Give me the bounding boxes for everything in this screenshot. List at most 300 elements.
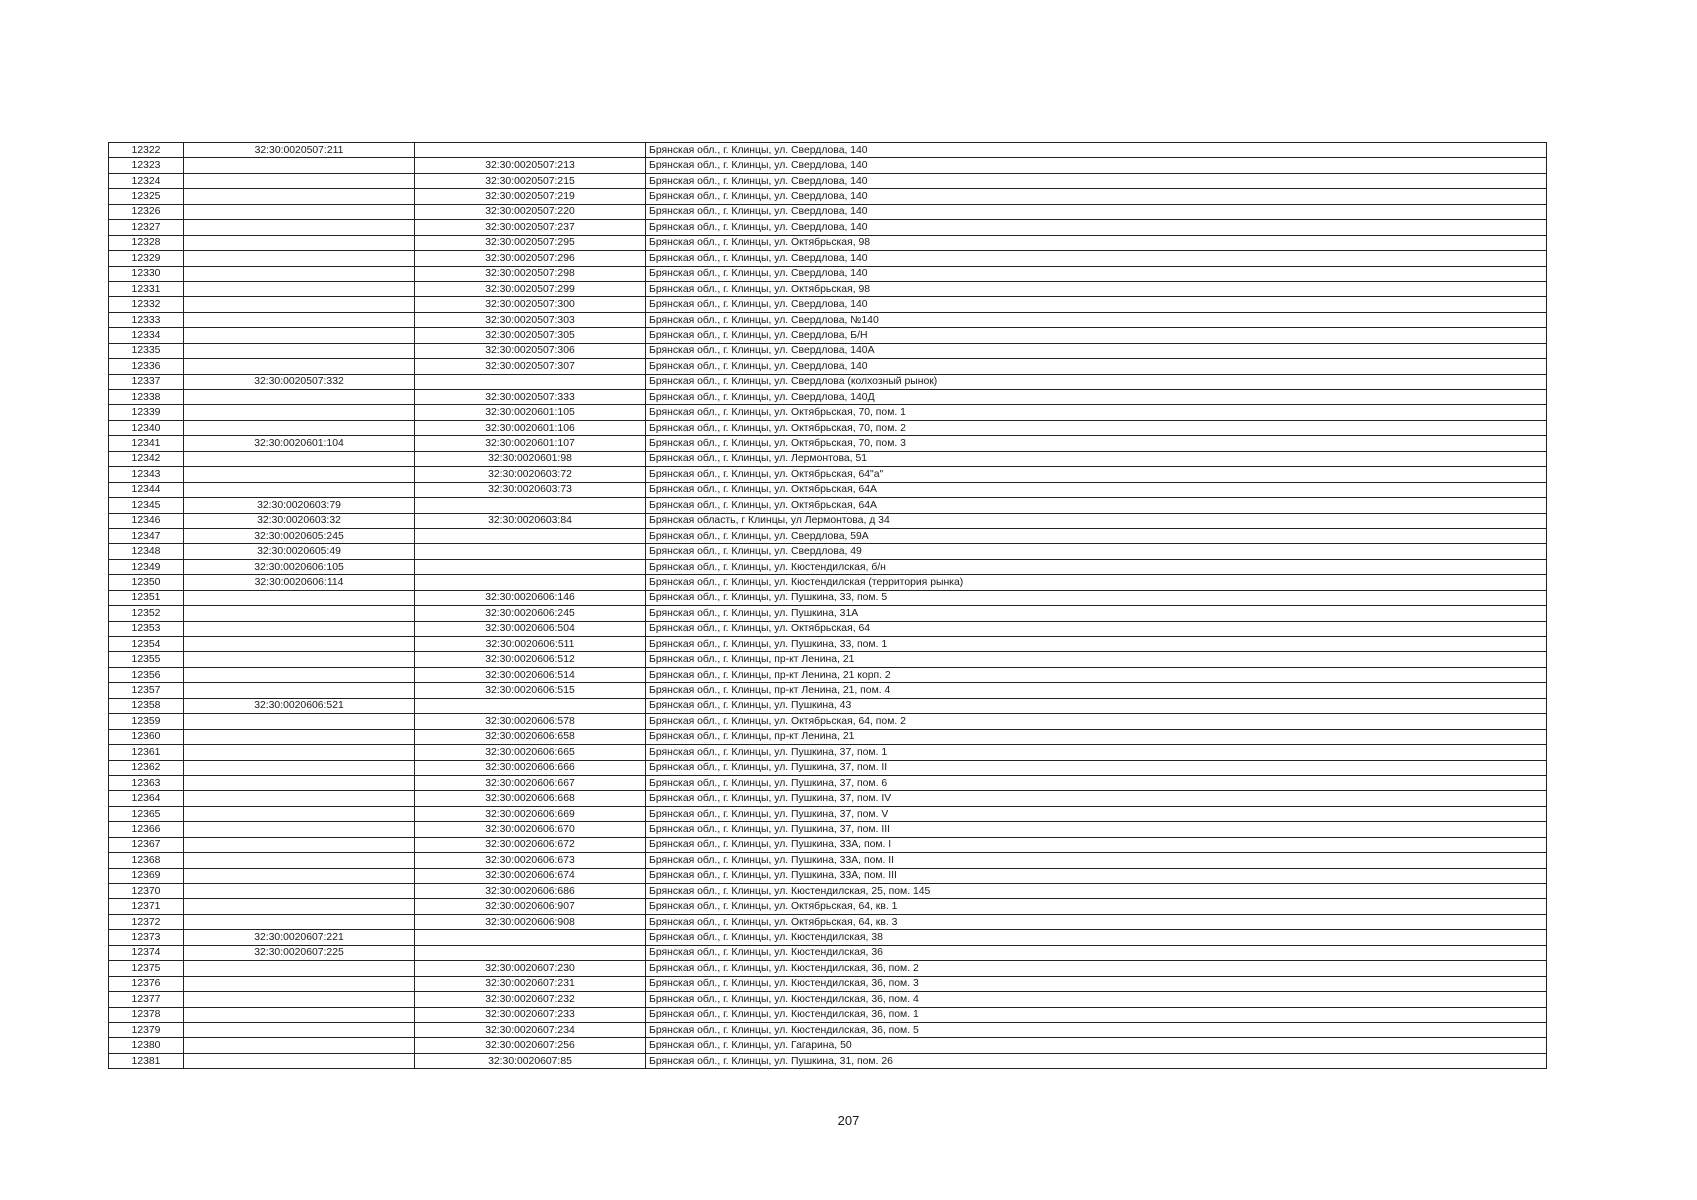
land-cadastral-number-cell xyxy=(184,822,415,837)
land-cadastral-number-cell xyxy=(184,884,415,899)
object-cadastral-number-cell xyxy=(415,498,646,513)
row-number-cell: 12377 xyxy=(109,992,184,1007)
address-cell: Брянская обл., г. Клинцы, ул. Октябрьская, 70, пом. 3 xyxy=(646,436,1547,451)
address-cell: Брянская обл., г. Клинцы, ул. Кюстендилская, 38 xyxy=(646,930,1547,945)
address-cell: Брянская обл., г. Клинцы, ул. Октябрьская, 70, пом. 1 xyxy=(646,405,1547,420)
table-row xyxy=(109,251,1547,266)
address-cell: Брянская обл., г. Клинцы, ул. Свердлова, 59А xyxy=(646,528,1547,543)
row-number-cell: 12374 xyxy=(109,945,184,960)
land-cadastral-number-cell xyxy=(184,1007,415,1022)
table-row xyxy=(109,328,1547,343)
row-number-cell: 12346 xyxy=(109,513,184,528)
address-cell: Брянская обл., г. Клинцы, пр-кт Ленина, 21 корп. 2 xyxy=(646,667,1547,682)
object-cadastral-number-cell: 32:30:0020507:237 xyxy=(415,220,646,235)
address-cell: Брянская обл., г. Клинцы, ул. Октябрьская, 64"а" xyxy=(646,467,1547,482)
table-row xyxy=(109,806,1547,821)
address-cell: Брянская обл., г. Клинцы, ул. Пушкина, 43 xyxy=(646,698,1547,713)
address-cell: Брянская обл., г. Клинцы, ул. Свердлова, 140 xyxy=(646,297,1547,312)
table-row xyxy=(109,266,1547,281)
row-number-cell: 12330 xyxy=(109,266,184,281)
land-cadastral-number-cell xyxy=(184,359,415,374)
land-cadastral-number-cell xyxy=(184,343,415,358)
table-row xyxy=(109,698,1547,713)
row-number-cell: 12356 xyxy=(109,667,184,682)
row-number-cell: 12332 xyxy=(109,297,184,312)
row-number-cell: 12365 xyxy=(109,806,184,821)
object-cadastral-number-cell: 32:30:0020606:504 xyxy=(415,621,646,636)
object-cadastral-number-cell xyxy=(415,143,646,158)
row-number-cell: 12350 xyxy=(109,575,184,590)
address-cell: Брянская область, г Клинцы, ул Лермонтова, д 34 xyxy=(646,513,1547,528)
address-cell: Брянская обл., г. Клинцы, ул. Свердлова, 49 xyxy=(646,544,1547,559)
row-number-cell: 12361 xyxy=(109,745,184,760)
object-cadastral-number-cell: 32:30:0020607:232 xyxy=(415,992,646,1007)
land-cadastral-number-cell xyxy=(184,961,415,976)
table-row xyxy=(109,853,1547,868)
object-cadastral-number-cell: 32:30:0020606:658 xyxy=(415,729,646,744)
address-cell: Брянская обл., г. Клинцы, ул. Пушкина, 33А, пом. I xyxy=(646,837,1547,852)
row-number-cell: 12373 xyxy=(109,930,184,945)
land-cadastral-number-cell xyxy=(184,837,415,852)
table-row xyxy=(109,559,1547,574)
row-number-cell: 12331 xyxy=(109,281,184,296)
row-number-cell: 12342 xyxy=(109,451,184,466)
table-row xyxy=(109,575,1547,590)
table-row xyxy=(109,374,1547,389)
land-cadastral-number-cell: 32:30:0020603:79 xyxy=(184,498,415,513)
table-row xyxy=(109,590,1547,605)
object-cadastral-number-cell: 32:30:0020507:307 xyxy=(415,359,646,374)
land-cadastral-number-cell xyxy=(184,390,415,405)
table-row xyxy=(109,652,1547,667)
land-cadastral-number-cell xyxy=(184,328,415,343)
object-cadastral-number-cell: 32:30:0020606:666 xyxy=(415,760,646,775)
address-cell: Брянская обл., г. Клинцы, пр-кт Ленина, 21, пом. 4 xyxy=(646,683,1547,698)
table-row xyxy=(109,822,1547,837)
address-cell: Брянская обл., г. Клинцы, ул. Октябрьская, 64А xyxy=(646,482,1547,497)
land-cadastral-number-cell xyxy=(184,405,415,420)
object-cadastral-number-cell: 32:30:0020606:670 xyxy=(415,822,646,837)
row-number-cell: 12354 xyxy=(109,637,184,652)
address-cell: Брянская обл., г. Клинцы, ул. Свердлова, №140 xyxy=(646,312,1547,327)
table-row xyxy=(109,683,1547,698)
land-cadastral-number-cell xyxy=(184,312,415,327)
land-cadastral-number-cell xyxy=(184,590,415,605)
land-cadastral-number-cell xyxy=(184,281,415,296)
table-row xyxy=(109,606,1547,621)
row-number-cell: 12340 xyxy=(109,420,184,435)
row-number-cell: 12370 xyxy=(109,884,184,899)
row-number-cell: 12363 xyxy=(109,775,184,790)
row-number-cell: 12364 xyxy=(109,791,184,806)
object-cadastral-number-cell: 32:30:0020603:84 xyxy=(415,513,646,528)
row-number-cell: 12352 xyxy=(109,606,184,621)
table-row xyxy=(109,204,1547,219)
object-cadastral-number-cell: 32:30:0020507:300 xyxy=(415,297,646,312)
table-row xyxy=(109,312,1547,327)
land-cadastral-number-cell xyxy=(184,251,415,266)
object-cadastral-number-cell: 32:30:0020607:233 xyxy=(415,1007,646,1022)
land-cadastral-number-cell: 32:30:0020605:49 xyxy=(184,544,415,559)
address-cell: Брянская обл., г. Клинцы, ул. Пушкина, 37, пом. V xyxy=(646,806,1547,821)
table-row xyxy=(109,945,1547,960)
land-cadastral-number-cell xyxy=(184,297,415,312)
object-cadastral-number-cell: 32:30:0020603:72 xyxy=(415,467,646,482)
land-cadastral-number-cell xyxy=(184,266,415,281)
object-cadastral-number-cell: 32:30:0020606:673 xyxy=(415,853,646,868)
object-cadastral-number-cell: 32:30:0020601:107 xyxy=(415,436,646,451)
table-row xyxy=(109,1053,1547,1068)
address-cell: Брянская обл., г. Клинцы, ул. Свердлова, 140 xyxy=(646,143,1547,158)
object-cadastral-number-cell: 32:30:0020607:231 xyxy=(415,976,646,991)
row-number-cell: 12358 xyxy=(109,698,184,713)
object-cadastral-number-cell: 32:30:0020606:511 xyxy=(415,637,646,652)
row-number-cell: 12367 xyxy=(109,837,184,852)
table-row xyxy=(109,359,1547,374)
table-row xyxy=(109,143,1547,158)
object-cadastral-number-cell: 32:30:0020507:305 xyxy=(415,328,646,343)
land-cadastral-number-cell xyxy=(184,220,415,235)
row-number-cell: 12326 xyxy=(109,204,184,219)
object-cadastral-number-cell: 32:30:0020606:665 xyxy=(415,745,646,760)
page-number: 207 xyxy=(837,1113,860,1128)
land-cadastral-number-cell xyxy=(184,1053,415,1068)
land-cadastral-number-cell xyxy=(184,652,415,667)
table-row xyxy=(109,498,1547,513)
address-cell: Брянская обл., г. Клинцы, ул. Кюстендилская, 36, пом. 5 xyxy=(646,1022,1547,1037)
address-cell: Брянская обл., г. Клинцы, ул. Пушкина, 33А, пом. III xyxy=(646,868,1547,883)
table-row xyxy=(109,714,1547,729)
table-row xyxy=(109,528,1547,543)
table-row xyxy=(109,189,1547,204)
table-row xyxy=(109,467,1547,482)
address-cell: Брянская обл., г. Клинцы, ул. Свердлова, 140 xyxy=(646,220,1547,235)
row-number-cell: 12379 xyxy=(109,1022,184,1037)
row-number-cell: 12338 xyxy=(109,390,184,405)
address-cell: Брянская обл., г. Клинцы, пр-кт Ленина, 21 xyxy=(646,729,1547,744)
table-row xyxy=(109,729,1547,744)
table-row xyxy=(109,281,1547,296)
table-row xyxy=(109,745,1547,760)
address-cell: Брянская обл., г. Клинцы, ул. Свердлова, 140 xyxy=(646,158,1547,173)
object-cadastral-number-cell: 32:30:0020606:668 xyxy=(415,791,646,806)
table-row xyxy=(109,961,1547,976)
land-cadastral-number-cell xyxy=(184,1038,415,1053)
row-number-cell: 12357 xyxy=(109,683,184,698)
address-cell: Брянская обл., г. Клинцы, ул. Свердлова, 140 xyxy=(646,204,1547,219)
land-cadastral-number-cell xyxy=(184,992,415,1007)
row-number-cell: 12345 xyxy=(109,498,184,513)
object-cadastral-number-cell xyxy=(415,945,646,960)
land-cadastral-number-cell xyxy=(184,745,415,760)
table-row xyxy=(109,837,1547,852)
row-number-cell: 12369 xyxy=(109,868,184,883)
land-cadastral-number-cell xyxy=(184,451,415,466)
land-cadastral-number-cell xyxy=(184,204,415,219)
land-cadastral-number-cell xyxy=(184,914,415,929)
row-number-cell: 12378 xyxy=(109,1007,184,1022)
address-cell: Брянская обл., г. Клинцы, ул. Свердлова, 140А xyxy=(646,343,1547,358)
object-cadastral-number-cell: 32:30:0020603:73 xyxy=(415,482,646,497)
table-row xyxy=(109,173,1547,188)
land-cadastral-number-cell xyxy=(184,775,415,790)
row-number-cell: 12327 xyxy=(109,220,184,235)
row-number-cell: 12349 xyxy=(109,559,184,574)
object-cadastral-number-cell xyxy=(415,374,646,389)
address-cell: Брянская обл., г. Клинцы, ул. Октябрьская, 64 xyxy=(646,621,1547,636)
row-number-cell: 12344 xyxy=(109,482,184,497)
object-cadastral-number-cell: 32:30:0020606:515 xyxy=(415,683,646,698)
object-cadastral-number-cell: 32:30:0020606:672 xyxy=(415,837,646,852)
table-row xyxy=(109,451,1547,466)
land-cadastral-number-cell xyxy=(184,667,415,682)
land-cadastral-number-cell xyxy=(184,420,415,435)
address-cell: Брянская обл., г. Клинцы, ул. Октябрьская, 98 xyxy=(646,235,1547,250)
land-cadastral-number-cell xyxy=(184,683,415,698)
row-number-cell: 12372 xyxy=(109,914,184,929)
object-cadastral-number-cell xyxy=(415,544,646,559)
row-number-cell: 12347 xyxy=(109,528,184,543)
object-cadastral-number-cell: 32:30:0020507:213 xyxy=(415,158,646,173)
address-cell: Брянская обл., г. Клинцы, ул. Октябрьская, 64А xyxy=(646,498,1547,513)
object-cadastral-number-cell xyxy=(415,698,646,713)
land-cadastral-number-cell xyxy=(184,637,415,652)
land-cadastral-number-cell: 32:30:0020507:332 xyxy=(184,374,415,389)
object-cadastral-number-cell: 32:30:0020507:215 xyxy=(415,173,646,188)
row-number-cell: 12324 xyxy=(109,173,184,188)
row-number-cell: 12355 xyxy=(109,652,184,667)
address-cell: Брянская обл., г. Клинцы, ул. Кюстендилская, 36, пом. 3 xyxy=(646,976,1547,991)
row-number-cell: 12360 xyxy=(109,729,184,744)
table-row xyxy=(109,791,1547,806)
row-number-cell: 12348 xyxy=(109,544,184,559)
row-number-cell: 12366 xyxy=(109,822,184,837)
land-cadastral-number-cell xyxy=(184,806,415,821)
address-cell: Брянская обл., г. Клинцы, ул. Кюстендилская, 36, пом. 2 xyxy=(646,961,1547,976)
address-cell: Брянская обл., г. Клинцы, ул. Кюстендилская, 36 xyxy=(646,945,1547,960)
object-cadastral-number-cell xyxy=(415,930,646,945)
row-number-cell: 12351 xyxy=(109,590,184,605)
address-cell: Брянская обл., г. Клинцы, ул. Пушкина, 37, пом. 1 xyxy=(646,745,1547,760)
table-row xyxy=(109,513,1547,528)
land-cadastral-number-cell: 32:30:0020607:221 xyxy=(184,930,415,945)
object-cadastral-number-cell: 32:30:0020507:333 xyxy=(415,390,646,405)
object-cadastral-number-cell: 32:30:0020601:105 xyxy=(415,405,646,420)
table-row xyxy=(109,637,1547,652)
row-number-cell: 12343 xyxy=(109,467,184,482)
address-cell: Брянская обл., г. Клинцы, ул. Пушкина, 33А, пом. II xyxy=(646,853,1547,868)
address-cell: Брянская обл., г. Клинцы, ул. Свердлова, Б/Н xyxy=(646,328,1547,343)
land-cadastral-number-cell xyxy=(184,235,415,250)
object-cadastral-number-cell: 32:30:0020606:686 xyxy=(415,884,646,899)
row-number-cell: 12337 xyxy=(109,374,184,389)
row-number-cell: 12359 xyxy=(109,714,184,729)
row-number-cell: 12325 xyxy=(109,189,184,204)
land-cadastral-number-cell: 32:30:0020607:225 xyxy=(184,945,415,960)
row-number-cell: 12376 xyxy=(109,976,184,991)
object-cadastral-number-cell: 32:30:0020607:256 xyxy=(415,1038,646,1053)
row-number-cell: 12334 xyxy=(109,328,184,343)
table-row xyxy=(109,899,1547,914)
address-cell: Брянская обл., г. Клинцы, ул. Пушкина, 37, пом. II xyxy=(646,760,1547,775)
address-cell: Брянская обл., г. Клинцы, ул. Октябрьская, 64, кв. 3 xyxy=(646,914,1547,929)
table-row xyxy=(109,775,1547,790)
land-cadastral-number-cell xyxy=(184,791,415,806)
row-number-cell: 12341 xyxy=(109,436,184,451)
row-number-cell: 12322 xyxy=(109,143,184,158)
table-row xyxy=(109,667,1547,682)
row-number-cell: 12335 xyxy=(109,343,184,358)
table-row xyxy=(109,760,1547,775)
table-row xyxy=(109,390,1547,405)
address-cell: Брянская обл., г. Клинцы, ул. Свердлова, 140 xyxy=(646,173,1547,188)
land-cadastral-number-cell: 32:30:0020605:245 xyxy=(184,528,415,543)
row-number-cell: 12336 xyxy=(109,359,184,374)
table-row xyxy=(109,914,1547,929)
address-cell: Брянская обл., г. Клинцы, ул. Свердлова (колхозный рынок) xyxy=(646,374,1547,389)
address-cell: Брянская обл., г. Клинцы, ул. Октябрьская, 98 xyxy=(646,281,1547,296)
address-cell: Брянская обл., г. Клинцы, ул. Кюстендилская (территория рынка) xyxy=(646,575,1547,590)
land-cadastral-number-cell: 32:30:0020606:114 xyxy=(184,575,415,590)
table-row xyxy=(109,297,1547,312)
registry-table xyxy=(108,142,1547,1069)
table-row xyxy=(109,482,1547,497)
object-cadastral-number-cell: 32:30:0020507:296 xyxy=(415,251,646,266)
table-row xyxy=(109,868,1547,883)
table-row xyxy=(109,235,1547,250)
land-cadastral-number-cell xyxy=(184,976,415,991)
object-cadastral-number-cell: 32:30:0020607:230 xyxy=(415,961,646,976)
address-cell: Брянская обл., г. Клинцы, ул. Кюстендилская, 36, пом. 4 xyxy=(646,992,1547,1007)
land-cadastral-number-cell xyxy=(184,467,415,482)
address-cell: Брянская обл., г. Клинцы, ул. Свердлова, 140 xyxy=(646,251,1547,266)
address-cell: Брянская обл., г. Клинцы, ул. Свердлова, 140 xyxy=(646,359,1547,374)
object-cadastral-number-cell: 32:30:0020507:299 xyxy=(415,281,646,296)
object-cadastral-number-cell: 32:30:0020606:512 xyxy=(415,652,646,667)
table-row xyxy=(109,544,1547,559)
row-number-cell: 12333 xyxy=(109,312,184,327)
object-cadastral-number-cell xyxy=(415,559,646,574)
table-row xyxy=(109,1022,1547,1037)
address-cell: Брянская обл., г. Клинцы, ул. Пушкина, 31, пом. 26 xyxy=(646,1053,1547,1068)
address-cell: Брянская обл., г. Клинцы, ул. Пушкина, 37, пом. III xyxy=(646,822,1547,837)
address-cell: Брянская обл., г. Клинцы, ул. Лермонтова, 51 xyxy=(646,451,1547,466)
object-cadastral-number-cell xyxy=(415,528,646,543)
object-cadastral-number-cell: 32:30:0020606:908 xyxy=(415,914,646,929)
table-row xyxy=(109,405,1547,420)
land-cadastral-number-cell xyxy=(184,606,415,621)
object-cadastral-number-cell: 32:30:0020606:667 xyxy=(415,775,646,790)
object-cadastral-number-cell: 32:30:0020507:219 xyxy=(415,189,646,204)
land-cadastral-number-cell xyxy=(184,1022,415,1037)
address-cell: Брянская обл., г. Клинцы, ул. Гагарина, 50 xyxy=(646,1038,1547,1053)
address-cell: Брянская обл., г. Клинцы, ул. Пушкина, 33, пом. 5 xyxy=(646,590,1547,605)
land-cadastral-number-cell xyxy=(184,868,415,883)
object-cadastral-number-cell: 32:30:0020507:298 xyxy=(415,266,646,281)
land-cadastral-number-cell xyxy=(184,482,415,497)
row-number-cell: 12339 xyxy=(109,405,184,420)
object-cadastral-number-cell: 32:30:0020606:578 xyxy=(415,714,646,729)
land-cadastral-number-cell xyxy=(184,760,415,775)
land-cadastral-number-cell: 32:30:0020603:32 xyxy=(184,513,415,528)
object-cadastral-number-cell: 32:30:0020606:146 xyxy=(415,590,646,605)
table-row xyxy=(109,621,1547,636)
land-cadastral-number-cell xyxy=(184,158,415,173)
land-cadastral-number-cell xyxy=(184,729,415,744)
address-cell: Брянская обл., г. Клинцы, ул. Октябрьская, 64, пом. 2 xyxy=(646,714,1547,729)
row-number-cell: 12329 xyxy=(109,251,184,266)
address-cell: Брянская обл., г. Клинцы, ул. Свердлова, 140Д xyxy=(646,390,1547,405)
address-cell: Брянская обл., г. Клинцы, ул. Кюстендилская, 25, пом. 145 xyxy=(646,884,1547,899)
land-cadastral-number-cell: 32:30:0020601:104 xyxy=(184,436,415,451)
land-cadastral-number-cell xyxy=(184,853,415,868)
table-row xyxy=(109,992,1547,1007)
row-number-cell: 12323 xyxy=(109,158,184,173)
land-cadastral-number-cell: 32:30:0020606:105 xyxy=(184,559,415,574)
table-row xyxy=(109,884,1547,899)
object-cadastral-number-cell: 32:30:0020601:106 xyxy=(415,420,646,435)
object-cadastral-number-cell: 32:30:0020606:514 xyxy=(415,667,646,682)
row-number-cell: 12328 xyxy=(109,235,184,250)
table-row xyxy=(109,1038,1547,1053)
address-cell: Брянская обл., г. Клинцы, пр-кт Ленина, 21 xyxy=(646,652,1547,667)
row-number-cell: 12353 xyxy=(109,621,184,636)
object-cadastral-number-cell: 32:30:0020507:220 xyxy=(415,204,646,219)
table-row xyxy=(109,976,1547,991)
table-row xyxy=(109,158,1547,173)
land-cadastral-number-cell: 32:30:0020606:521 xyxy=(184,698,415,713)
row-number-cell: 12371 xyxy=(109,899,184,914)
object-cadastral-number-cell: 32:30:0020507:295 xyxy=(415,235,646,250)
object-cadastral-number-cell: 32:30:0020606:245 xyxy=(415,606,646,621)
row-number-cell: 12362 xyxy=(109,760,184,775)
land-cadastral-number-cell xyxy=(184,621,415,636)
table-row xyxy=(109,343,1547,358)
row-number-cell: 12375 xyxy=(109,961,184,976)
land-cadastral-number-cell xyxy=(184,714,415,729)
row-number-cell: 12381 xyxy=(109,1053,184,1068)
registry-table-body xyxy=(109,143,1547,1069)
address-cell: Брянская обл., г. Клинцы, ул. Пушкина, 37, пом. 6 xyxy=(646,775,1547,790)
object-cadastral-number-cell: 32:30:0020606:669 xyxy=(415,806,646,821)
address-cell: Брянская обл., г. Клинцы, ул. Кюстендилская, 36, пом. 1 xyxy=(646,1007,1547,1022)
table-row xyxy=(109,930,1547,945)
address-cell: Брянская обл., г. Клинцы, ул. Свердлова, 140 xyxy=(646,266,1547,281)
object-cadastral-number-cell: 32:30:0020606:674 xyxy=(415,868,646,883)
address-cell: Брянская обл., г. Клинцы, ул. Октябрьская, 64, кв. 1 xyxy=(646,899,1547,914)
address-cell: Брянская обл., г. Клинцы, ул. Кюстендилская, б/н xyxy=(646,559,1547,574)
table-row xyxy=(109,1007,1547,1022)
object-cadastral-number-cell xyxy=(415,575,646,590)
table-row xyxy=(109,420,1547,435)
object-cadastral-number-cell: 32:30:0020607:234 xyxy=(415,1022,646,1037)
address-cell: Брянская обл., г. Клинцы, ул. Пушкина, 33, пом. 1 xyxy=(646,637,1547,652)
row-number-cell: 12380 xyxy=(109,1038,184,1053)
row-number-cell: 12368 xyxy=(109,853,184,868)
table-row xyxy=(109,436,1547,451)
land-cadastral-number-cell xyxy=(184,899,415,914)
address-cell: Брянская обл., г. Клинцы, ул. Пушкина, 31А xyxy=(646,606,1547,621)
object-cadastral-number-cell: 32:30:0020601:98 xyxy=(415,451,646,466)
object-cadastral-number-cell: 32:30:0020507:303 xyxy=(415,312,646,327)
land-cadastral-number-cell xyxy=(184,189,415,204)
table-row xyxy=(109,220,1547,235)
land-cadastral-number-cell: 32:30:0020507:211 xyxy=(184,143,415,158)
address-cell: Брянская обл., г. Клинцы, ул. Пушкина, 37, пом. IV xyxy=(646,791,1547,806)
object-cadastral-number-cell: 32:30:0020607:85 xyxy=(415,1053,646,1068)
address-cell: Брянская обл., г. Клинцы, ул. Свердлова, 140 xyxy=(646,189,1547,204)
object-cadastral-number-cell: 32:30:0020606:907 xyxy=(415,899,646,914)
